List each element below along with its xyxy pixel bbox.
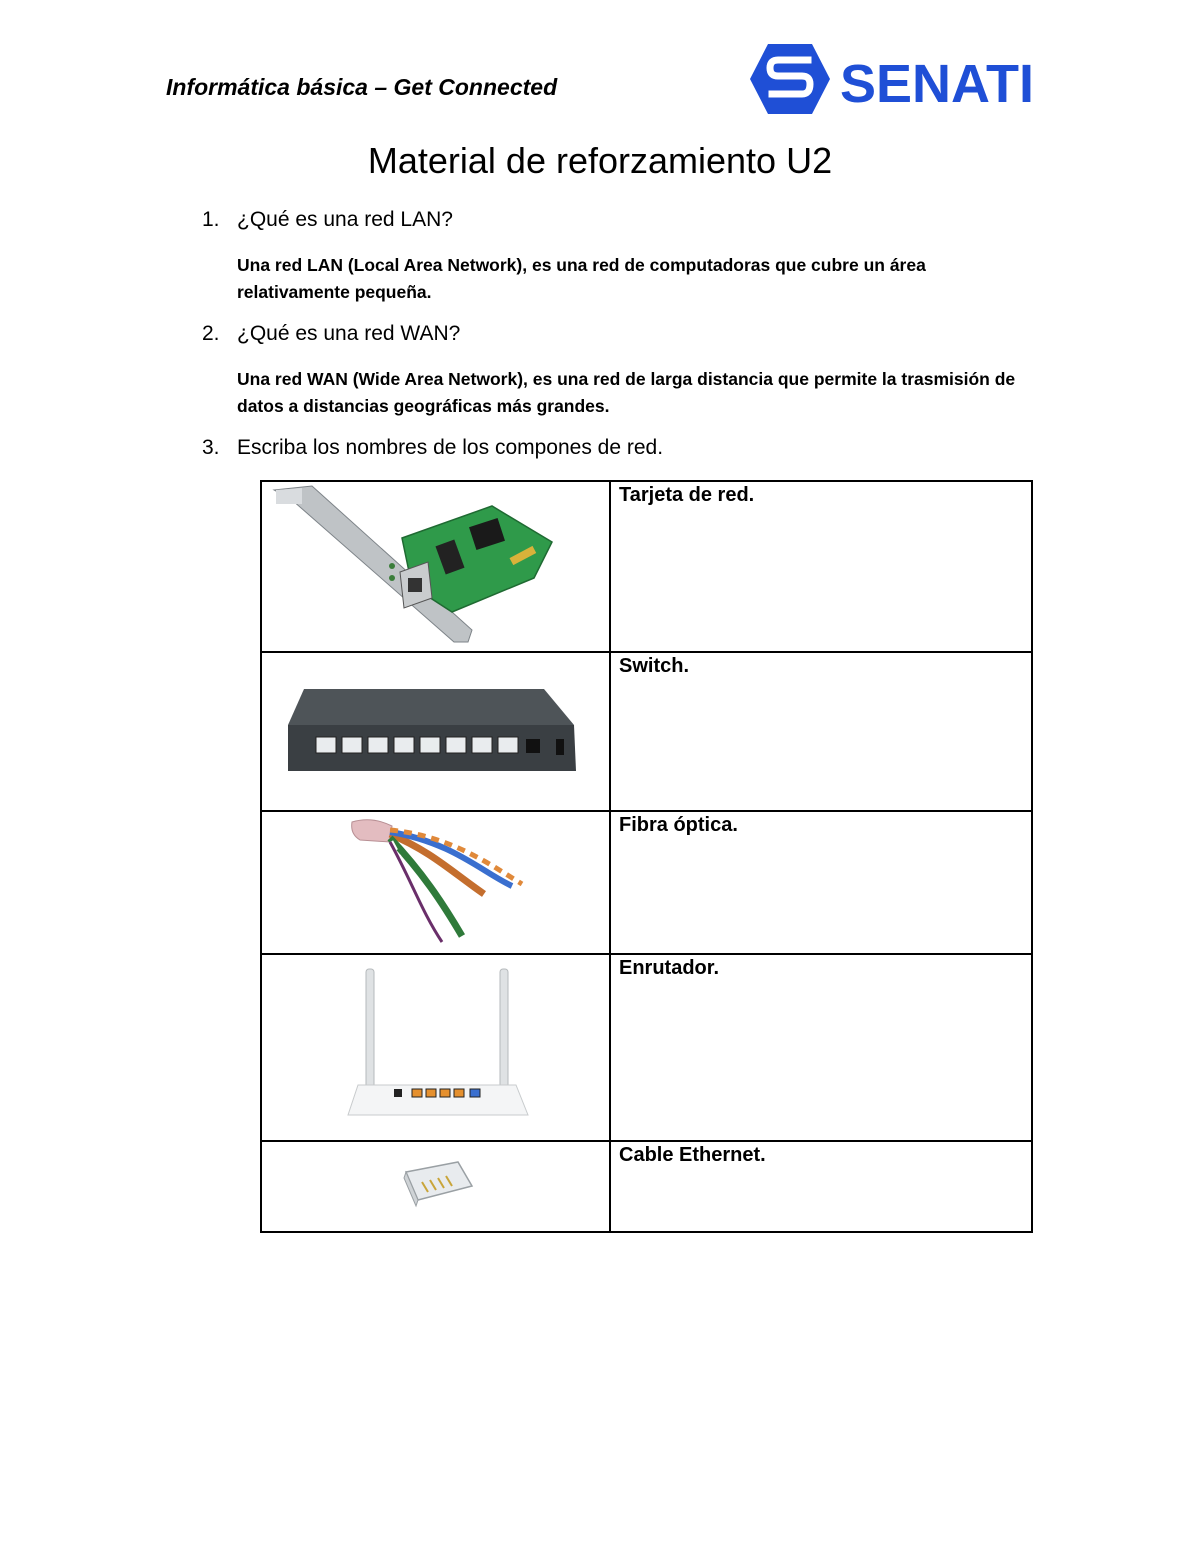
component-name-5: Cable Ethernet. <box>610 1141 1032 1232</box>
table-row <box>261 811 1032 954</box>
question-2-text: ¿Qué es una red WAN? <box>237 322 461 345</box>
component-name-4: Enrutador. <box>610 954 1032 1141</box>
question-2-number: 2. <box>202 322 220 345</box>
cable-wires-image <box>262 812 609 948</box>
image-cell <box>261 954 610 1141</box>
image-cell <box>261 811 610 954</box>
question-3-number: 3. <box>202 436 220 459</box>
component-name-3: Fibra óptica. <box>610 811 1032 954</box>
component-name-2: Switch. <box>610 652 1032 811</box>
question-1-number: 1. <box>202 208 220 231</box>
question-1-text: ¿Qué es una red LAN? <box>237 208 453 231</box>
table-row <box>261 652 1032 811</box>
logo-text: SENATI <box>840 54 1035 114</box>
question-3-text: Escriba los nombres de los compones de red. <box>237 436 664 459</box>
router-image <box>262 955 609 1135</box>
image-cell <box>261 652 610 811</box>
question-2-answer: Una red WAN (Wide Area Network), es una red de larga distancia que permite la trasmisión de datos a distancias geográficas más grandes. <box>237 369 1016 416</box>
table-row <box>261 954 1032 1141</box>
page-title: Material de reforzamiento U2 <box>367 140 833 181</box>
network-card-image <box>262 482 609 646</box>
switch-image <box>262 653 609 805</box>
course-header: Informática básica – Get Connected <box>166 74 558 100</box>
question-1-answer: Una red LAN (Local Area Network), es una red de computadoras que cubre un área relativamente pequeña. <box>237 255 926 302</box>
senati-logo <box>748 40 1038 118</box>
rj45-connector-image <box>262 1142 609 1226</box>
table-row <box>261 1141 1032 1232</box>
components-table <box>260 480 1033 1233</box>
image-cell <box>261 1141 610 1232</box>
component-name-1: Tarjeta de red. <box>610 481 1032 652</box>
image-cell <box>261 481 610 652</box>
table-row <box>261 481 1032 652</box>
